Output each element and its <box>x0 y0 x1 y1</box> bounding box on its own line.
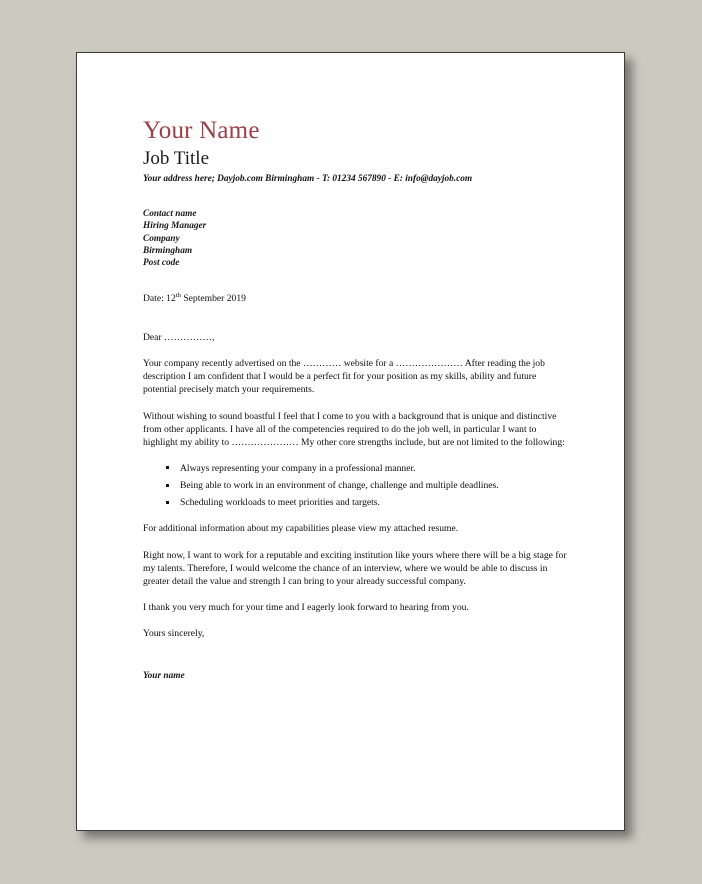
recipient-line: Hiring Manager <box>143 221 207 232</box>
letter-content-area <box>143 53 610 830</box>
recipient-line: Contact name <box>143 209 197 219</box>
square-bullet-icon <box>166 501 169 504</box>
recipient-address-block <box>143 208 206 270</box>
letter-body <box>143 331 568 640</box>
date-ordinal-suffix: th <box>175 291 181 299</box>
document-page-wrapper <box>76 52 625 831</box>
letterhead-name: Your Name <box>143 117 260 144</box>
recipient-line: Birmingham <box>143 246 193 257</box>
recipient-line: Company <box>143 233 180 244</box>
letterhead-job-title: Job Title <box>143 148 210 169</box>
list-item <box>180 496 568 509</box>
letter-salutation: Dear ……………, <box>143 332 215 343</box>
contact-address-phone: Your address here; Dayjob.com Birmingham - T: 01234 567890 - E: <box>143 174 406 184</box>
letter-page <box>76 52 625 831</box>
letter-strengths-list <box>143 462 568 509</box>
letter-signature-name: Your name <box>143 671 185 681</box>
contact-email: info@dayjob.com <box>405 174 473 184</box>
letter-paragraph-4: Right now, I want to work for a reputable and exciting institution like yours where there will be a big stage for my talents. Therefore, I would welcome the chance of an interview, where we would be able to discuss in greater detail the value and strength I can bring to your already successful company. <box>143 549 567 587</box>
letter-date <box>143 293 246 304</box>
letter-sign-off: Yours sincerely, <box>143 628 205 640</box>
square-bullet-icon <box>166 466 169 469</box>
list-item <box>180 479 568 492</box>
letter-paragraph-5: I thank you very much for your time and I eagerly look forward to hearing from you. <box>143 601 469 613</box>
list-item-text: Scheduling workloads to meet priorities and targets. <box>180 497 380 509</box>
letter-paragraph-1: Your company recently advertised on the ………… website for a ………………… After reading the job description I am confident that I would be a perfect fit for your position as my skills, ability and future potential precisely match your requirements. <box>143 358 545 396</box>
list-item <box>180 462 568 475</box>
date-suffix: September 2019 <box>180 293 246 304</box>
list-item-text: Being able to work in an environment of change, challenge and multiple deadlines. <box>180 480 499 492</box>
letter-paragraph-2: Without wishing to sound boastful I feel that I come to you with a background that is unique and distinctive from other applicants. I have all of the competencies required to do the job well, in particular I want to highlight my ability to ………………… My other core strengths include, but are not limited to the following: <box>143 410 565 448</box>
square-bullet-icon <box>166 484 169 487</box>
letter-paragraph-3: For additional information about my capabilities please view my attached resume. <box>143 523 459 535</box>
date-prefix: Date: 12 <box>143 293 176 304</box>
list-item-text: Always representing your company in a professional manner. <box>180 462 416 474</box>
letterhead-contact-line <box>143 174 472 185</box>
recipient-line: Post code <box>143 258 180 269</box>
